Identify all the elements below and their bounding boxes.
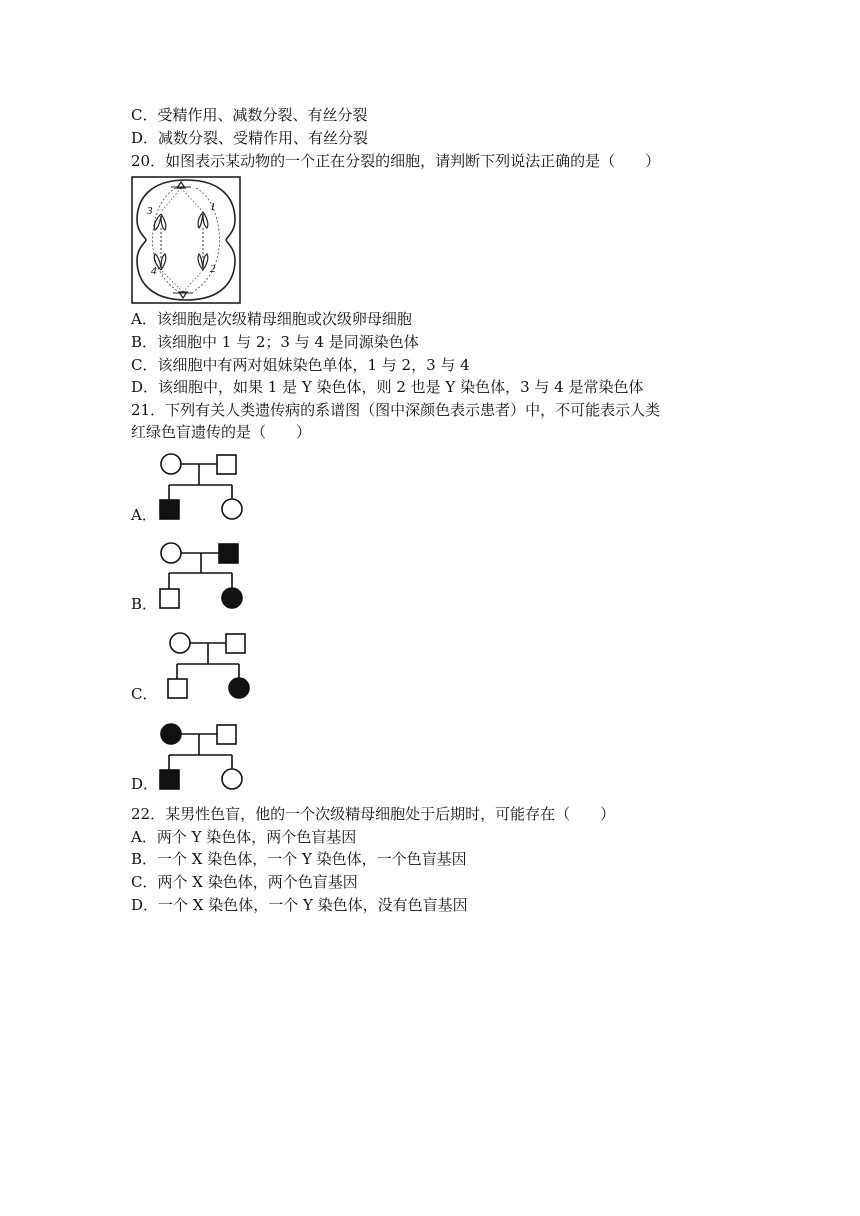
q22-option-c: C．两个 X 染色体，两个色盲基因: [131, 873, 358, 891]
q22-stem: 22．某男性色盲，他的一个次级精母细胞处于后期时，可能存在（ ）: [131, 805, 616, 823]
pedigree-c: [160, 631, 270, 703]
q22-option-b: B．一个 X 染色体，一个 Y 染色体，一个色盲基因: [131, 850, 467, 868]
q22-option-a: A．两个 Y 染色体，两个色盲基因: [131, 828, 357, 846]
q21-stem-line1: 21．下列有关人类遗传病的系谱图（图中深颜色表示患者）中，不可能表示人类: [131, 401, 661, 419]
label-4: 4: [151, 265, 157, 277]
q21-label-c: C．: [131, 685, 158, 703]
q20-option-b: B．该细胞中 1 与 2；3 与 4 是同源染色体: [131, 333, 419, 351]
q19-option-d: D．减数分裂、受精作用、有丝分裂: [131, 129, 369, 147]
q21-label-a: A．: [131, 506, 157, 524]
q21-label-b: B．: [131, 595, 158, 613]
q22-option-d: D．一个 X 染色体，一个 Y 染色体，没有色盲基因: [131, 896, 468, 914]
q20-option-d: D．该细胞中，如果 1 是 Y 染色体，则 2 也是 Y 染色体，3 与 4 是常染色体: [131, 378, 644, 396]
pedigree-b: [156, 541, 256, 613]
q20-option-c: C．该细胞中有两对姐妹染色单体，1 与 2，3 与 4: [131, 356, 470, 374]
q20-option-a: A．该细胞是次级精母细胞或次级卵母细胞: [131, 310, 412, 328]
label-1: 1: [210, 201, 216, 213]
label-2: 2: [210, 263, 216, 275]
label-3: 3: [147, 205, 153, 217]
pedigree-d: [156, 722, 256, 794]
q19-option-c: C．受精作用、减数分裂、有丝分裂: [131, 106, 368, 124]
q20-stem: 20．如图表示某动物的一个正在分裂的细胞，请判断下列说法正确的是（ ）: [131, 152, 661, 170]
q21-label-d: D．: [131, 775, 159, 793]
pedigree-a: [156, 452, 256, 524]
q21-stem-line2: 红绿色盲遗传的是（ ）: [131, 423, 312, 441]
cell-division-figure: [131, 176, 241, 304]
